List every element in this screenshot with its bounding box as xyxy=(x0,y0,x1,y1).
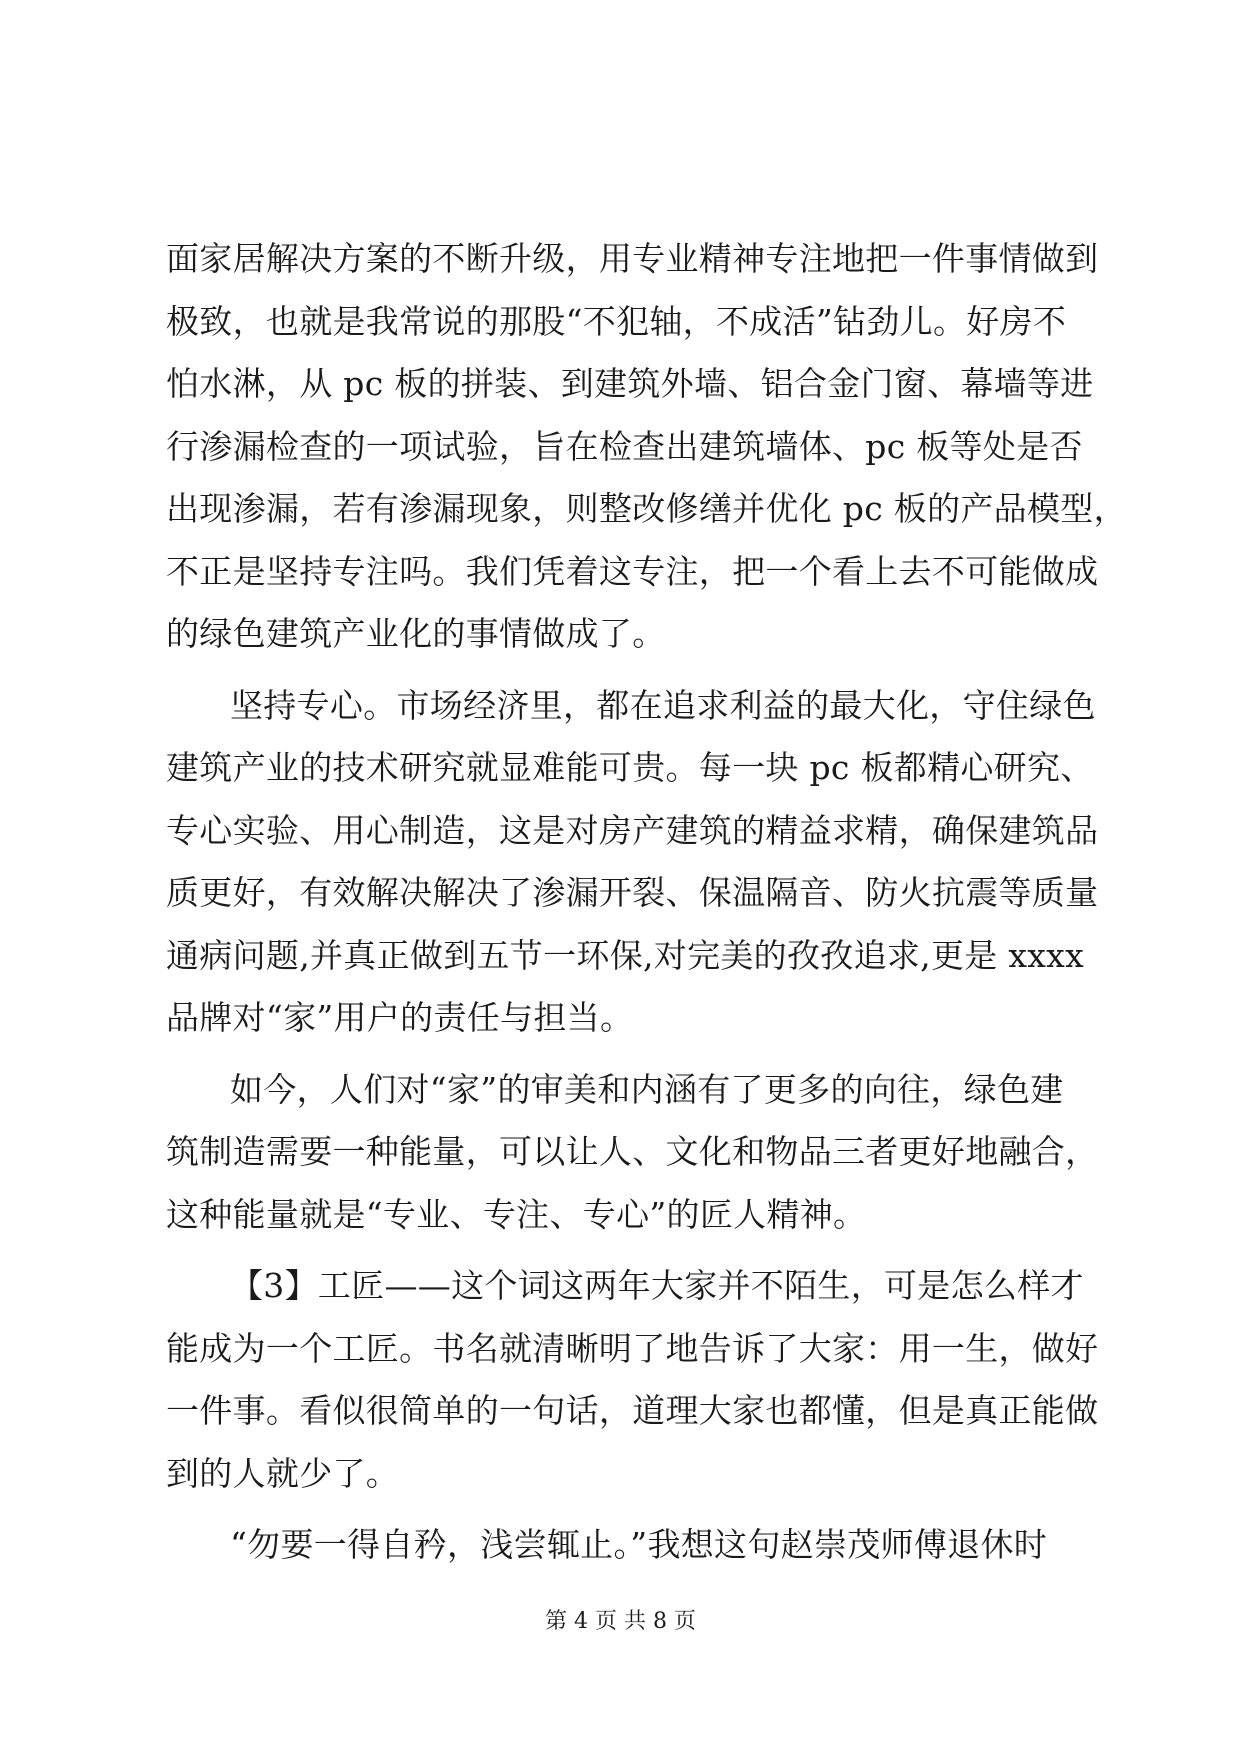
paragraph-first-line: 如今，人们对“家”的审美和内涵有了更多的向往，绿色建 xyxy=(230,1069,1064,1109)
text-line: 出现渗漏，若有渗漏现象，则整改修缮并优化 pc 板的产品模型， xyxy=(166,489,1127,528)
text-line: 行渗漏检查的一项试验，旨在检查出建筑墙体、pc 板等处是否 xyxy=(166,426,1083,466)
text-line: 一件事。看似很简单的一句话，道理大家也都懂，但是真正能做 xyxy=(166,1391,1099,1430)
document-body xyxy=(166,228,1127,1577)
text-line: 通病问题,并真正做到五节一环保,对完美的孜孜追求,更是 xxxx xyxy=(166,935,1085,975)
paragraph-first-line: 坚持专心。市场经济里，都在追求利益的最大化，守住绿色 xyxy=(230,685,1096,725)
text-line: 能成为一个工匠。书名就清晰明了地告诉了大家：用一生，做好 xyxy=(166,1328,1099,1368)
text-line: 专心实验、用心制造，这是对房产建筑的精益求精，确保建筑品 xyxy=(166,810,1099,850)
text-line: 到的人就少了。 xyxy=(166,1453,400,1493)
text-line: 的绿色建筑产业化的事情做成了。 xyxy=(166,614,666,653)
text-line: 面家居解决方案的不断升级，用专业精神专注地把一件事情做到 xyxy=(166,239,1099,278)
text-line: 质更好，有效解决解决了渗漏开裂、保温隔音、防火抗震等质量 xyxy=(166,873,1099,912)
text-line: 建筑产业的技术研究就显难能可贵。每一块 pc 板都精心研究、 xyxy=(166,748,1094,787)
text-line: 这种能量就是“专业、专注、专心”的匠人精神。 xyxy=(166,1194,867,1234)
text-line: 不正是坚持专注吗。我们凭着这专注，把一个看上去不可能做成 xyxy=(166,551,1099,591)
paragraph-first-line: “勿要一得自矜，浅尝辄止。”我想这句赵崇茂师傅退休时 xyxy=(230,1525,1048,1564)
text-line: 怕水淋，从 pc 板的拼装、到建筑外墙、铝合金门窗、幕墙等进 xyxy=(166,364,1094,403)
text-line: 筑制造需要一种能量，可以让人、文化和物品三者更好地融合， xyxy=(166,1132,1099,1171)
page-number-footer: 第 4 页 共 8 页 xyxy=(545,1609,696,1634)
text-line: 极致，也就是我常说的那股“不犯轴，不成活”钻劲儿。好房不 xyxy=(166,301,1067,341)
text-line: 品牌对“家”用户的责任与担当。 xyxy=(166,998,634,1037)
paragraph-first-line: 【3】工匠——这个词这两年大家并不陌生，可是怎么样才 xyxy=(230,1266,1084,1305)
